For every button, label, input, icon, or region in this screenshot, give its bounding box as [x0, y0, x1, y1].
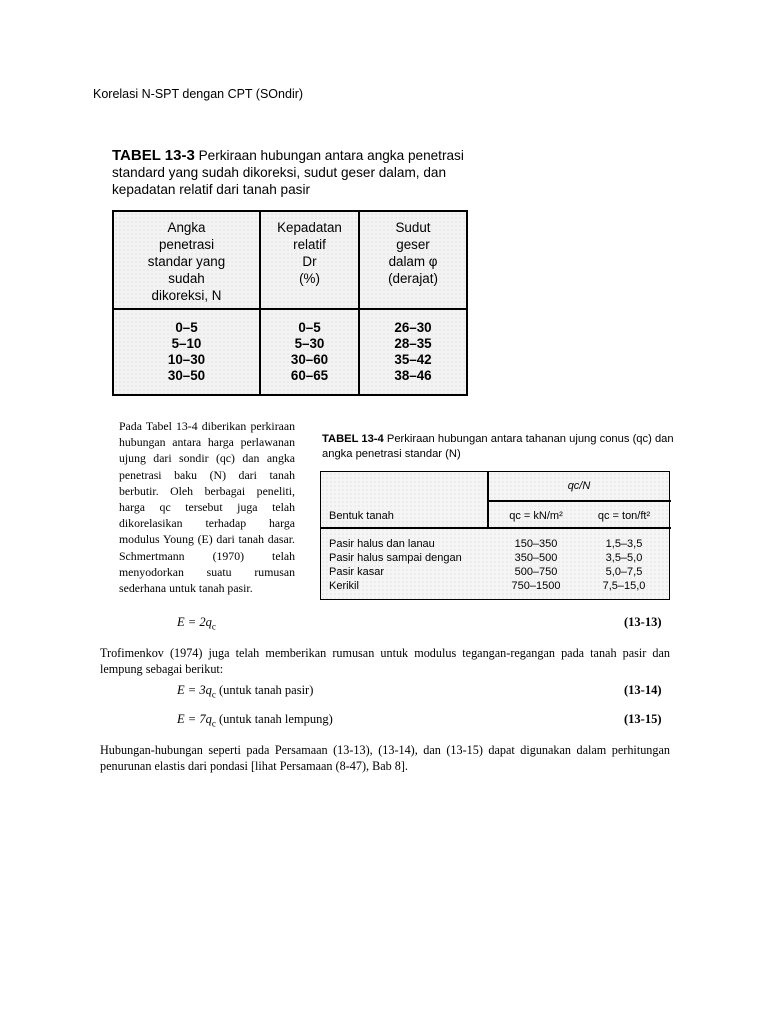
header-line: relatif — [293, 237, 326, 252]
equation-lhs: E = 3q — [177, 683, 212, 697]
header-line: penetrasi — [158, 237, 215, 252]
table-13-4-kn-column — [493, 537, 579, 593]
table-13-3-header-n — [114, 219, 259, 304]
equation-number: (13-14) — [624, 683, 662, 697]
table-cell: 60–65 — [290, 368, 329, 383]
header-line: Sudut — [395, 220, 431, 235]
header-line: (%) — [299, 271, 320, 286]
equation-lhs: E = 2q — [177, 615, 212, 629]
table-cell: 3,5–5,0 — [605, 552, 643, 564]
header-line: sudah — [168, 271, 205, 286]
header-line: geser — [396, 237, 430, 252]
table-cell: 38–46 — [394, 368, 432, 383]
header-line: Angka — [167, 220, 206, 235]
table-cell: 750–1500 — [511, 580, 561, 592]
table-cell: 35–42 — [394, 352, 432, 367]
table-13-4-group-header: qc/N — [567, 480, 591, 492]
paragraph-trofimenkov: Trofimenkov (1974) juga telah memberikan rumusan untuk modulus tegangan-regangan pada tanah pasir dan lempung sebagai berikut: — [100, 646, 670, 676]
table-cell: 30–60 — [290, 352, 329, 367]
table-13-3-header-dr — [261, 219, 358, 287]
table-cell: 500–750 — [514, 566, 558, 578]
header-line: dalam φ — [388, 254, 438, 269]
table-13-3-col-phi — [360, 320, 466, 384]
table-cell: 7,5–15,0 — [602, 580, 646, 592]
table-cell: 28–35 — [394, 336, 432, 351]
paragraph-table-13-4-intro: Pada Tabel 13-4 diberikan perkiraan hubungan antara harga perlawanan ujung dari sondir (qc) dan angka penetrasi baku (N) dari tanah berbutir. Oleh berbagai peneliti, harga qc tersebut juga telah dikorelasikan terhadap harga modulus Young (E) dari tanah dasar. Schmertmann (1970) telah menyodorkan suatu rumusan sederhana untuk tanah pasir. — [119, 419, 295, 596]
header-line: (derajat) — [388, 271, 438, 286]
table-13-4-ton-column — [579, 537, 669, 593]
table-13-3-caption — [112, 147, 472, 198]
table-cell: 5–10 — [171, 336, 202, 351]
table-13-4-caption-text: Perkiraan hubungan antara tahanan ujung conus (qc) dan angka penetrasi standar (N) — [322, 433, 674, 460]
paragraph-conclusion: Hubungan-hubungan seperti pada Persamaan (13-13), (13-14), dan (13-15) dapat digunakan dalam perhitungan penurunan elastis dari pondasi [lihat Persamaan (8-47), Bab 8]. — [100, 743, 670, 773]
header-line: Kepadatan — [277, 220, 342, 235]
table-cell: Pasir kasar — [329, 566, 385, 578]
equation-subscript: c — [211, 689, 216, 700]
table-cell: Pasir halus dan lanau — [329, 538, 435, 550]
table-cell: Kerikil — [329, 580, 359, 592]
header-line: Dr — [302, 254, 317, 269]
equation-13-14 — [177, 683, 313, 700]
equation-note: (untuk tanah pasir) — [218, 683, 314, 697]
table-cell: 0–5 — [175, 320, 198, 335]
table-cell: 1,5–3,5 — [605, 538, 643, 550]
table-cell: 150–350 — [514, 538, 558, 550]
table-13-4-label: TABEL 13-4 — [322, 433, 384, 445]
equation-subscript: c — [211, 718, 216, 729]
header-line: dikoreksi, N — [151, 288, 222, 303]
table-13-3-col-dr — [261, 320, 358, 384]
equation-subscript: c — [211, 621, 216, 632]
table-13-3-header-phi — [360, 219, 466, 287]
table-13-4-caption — [322, 432, 678, 462]
table-13-4-col-kn: qc = kN/m² — [509, 510, 563, 522]
table-13-3-col-n — [114, 320, 259, 384]
table-cell: 0–5 — [298, 320, 321, 335]
equation-13-15 — [177, 712, 333, 729]
table-13-3-caption-text: Perkiraan hubungan antara angka penetrasi standard yang sudah dikoreksi, sudut geser dalam, dan kepadatan relatif dari tanah pasir — [112, 148, 464, 197]
table-13-4-col-ton: qc = ton/ft² — [597, 510, 651, 522]
equation-number: (13-13) — [624, 615, 662, 629]
table-13-3-label: TABEL 13-3 — [112, 147, 195, 164]
table-cell: 10–30 — [167, 352, 206, 367]
table-13-4-soil-column — [329, 537, 462, 593]
equation-lhs: E = 7q — [177, 712, 212, 726]
header-line: standar yang — [147, 254, 226, 269]
equation-number: (13-15) — [624, 712, 662, 726]
table-13-4-row-header: Bentuk tanah — [329, 510, 394, 522]
table-13-4 — [320, 471, 670, 600]
table-cell: Pasir halus sampai dengan — [329, 552, 462, 564]
table-13-3 — [112, 210, 468, 396]
table-cell: 30–50 — [167, 368, 206, 383]
table-cell: 350–500 — [514, 552, 558, 564]
equation-13-13 — [177, 615, 216, 632]
document-title: Korelasi N-SPT dengan CPT (SOndir) — [93, 87, 304, 101]
table-cell: 5,0–7,5 — [605, 566, 643, 578]
table-cell: 26–30 — [394, 320, 432, 335]
table-cell: 5–30 — [294, 336, 325, 351]
equation-note: (untuk tanah lempung) — [218, 712, 333, 726]
